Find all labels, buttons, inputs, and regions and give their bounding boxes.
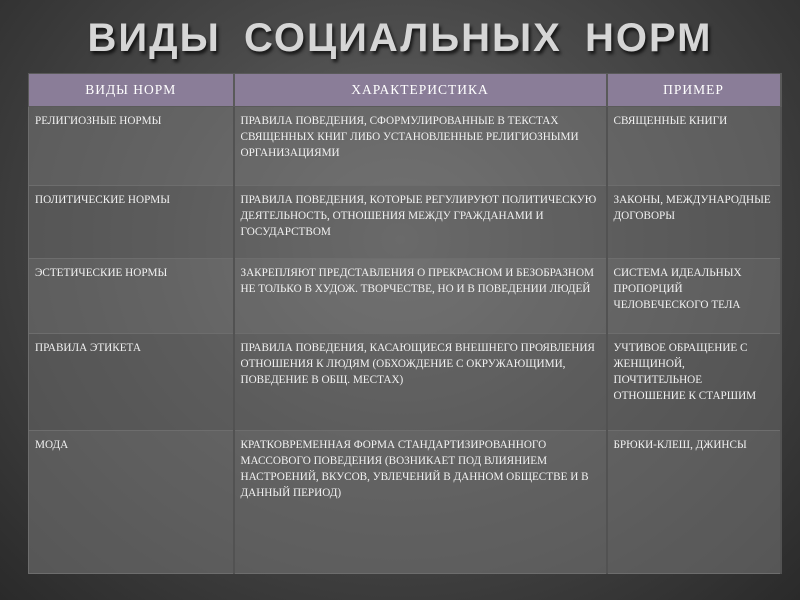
cell-example: СИСТЕМА ИДЕАЛЬНЫХ ПРОПОРЦИЙ ЧЕЛОВЕЧЕСКОГО ТЕЛА [607, 259, 781, 334]
cell-characteristic: КРАТКОВРЕМЕННАЯ ФОРМА СТАНДАРТИЗИРОВАННОГО МАССОВОГО ПОВЕДЕНИЯ (ВОЗНИКАЕТ ПОД ВЛИЯНИЕМ НАСТРОЕНИЙ, ВКУСОВ, УВЛЕЧЕНИЙ В ДАННОМ ОБЩЕСТВЕ И В ДАННЫЙ ПЕРИОД) [234, 431, 607, 574]
header-norm-types: ВИДЫ НОРМ [29, 74, 234, 107]
cell-characteristic: ПРАВИЛА ПОВЕДЕНИЯ, КОТОРЫЕ РЕГУЛИРУЮТ ПОЛИТИЧЕСКУЮ ДЕЯТЕЛЬНОСТЬ, ОТНОШЕНИЯ МЕЖДУ ГРАЖДАНАМИ И ГОСУДАРСТВОМ [234, 186, 607, 259]
table-header-row [29, 74, 781, 107]
cell-norm-type: ПОЛИТИЧЕСКИЕ НОРМЫ [29, 186, 234, 259]
cell-example: СВЯЩЕННЫЕ КНИГИ [607, 107, 781, 186]
header-characteristic: ХАРАКТЕРИСТИКА [234, 74, 607, 107]
cell-characteristic: ПРАВИЛА ПОВЕДЕНИЯ, СФОРМУЛИРОВАННЫЕ В ТЕКСТАХ СВЯЩЕННЫХ КНИГ ЛИБО УСТАНОВЛЕННЫЕ РЕЛИГИОЗНЫМИ ОРГАНИЗАЦИЯМИ [234, 107, 607, 186]
cell-norm-type: МОДА [29, 431, 234, 574]
table-row [29, 107, 781, 186]
table-row [29, 259, 781, 334]
table-row [29, 186, 781, 259]
cell-norm-type: ПРАВИЛА ЭТИКЕТА [29, 334, 234, 431]
cell-norm-type: РЕЛИГИОЗНЫЕ НОРМЫ [29, 107, 234, 186]
table-row [29, 431, 781, 574]
slide-title: ВИДЫ СОЦИАЛЬНЫХ НОРМ [87, 16, 713, 60]
cell-example: ЗАКОНЫ, МЕЖДУНАРОДНЫЕ ДОГОВОРЫ [607, 186, 781, 259]
cell-norm-type: ЭСТЕТИЧЕСКИЕ НОРМЫ [29, 259, 234, 334]
header-example: ПРИМЕР [607, 74, 781, 107]
cell-example: БРЮКИ-КЛЕШ, ДЖИНСЫ [607, 431, 781, 574]
cell-characteristic: ЗАКРЕПЛЯЮТ ПРЕДСТАВЛЕНИЯ О ПРЕКРАСНОМ И БЕЗОБРАЗНОМ НЕ ТОЛЬКО В ХУДОЖ. ТВОРЧЕСТВЕ, НО И В ПОВЕДЕНИИ ЛЮДЕЙ [234, 259, 607, 334]
cell-characteristic: ПРАВИЛА ПОВЕДЕНИЯ, КАСАЮЩИЕСЯ ВНЕШНЕГО ПРОЯВЛЕНИЯ ОТНОШЕНИЯ К ЛЮДЯМ (ОБХОЖДЕНИЕ С ОКРУЖАЮЩИМИ, ПОВЕДЕНИЕ В ОБЩ. МЕСТАХ) [234, 334, 607, 431]
table-row [29, 334, 781, 431]
social-norms-table [28, 73, 782, 574]
cell-example: УЧТИВОЕ ОБРАЩЕНИЕ С ЖЕНЩИНОЙ, ПОЧТИТЕЛЬНОЕ ОТНОШЕНИЕ К СТАРШИМ [607, 334, 781, 431]
